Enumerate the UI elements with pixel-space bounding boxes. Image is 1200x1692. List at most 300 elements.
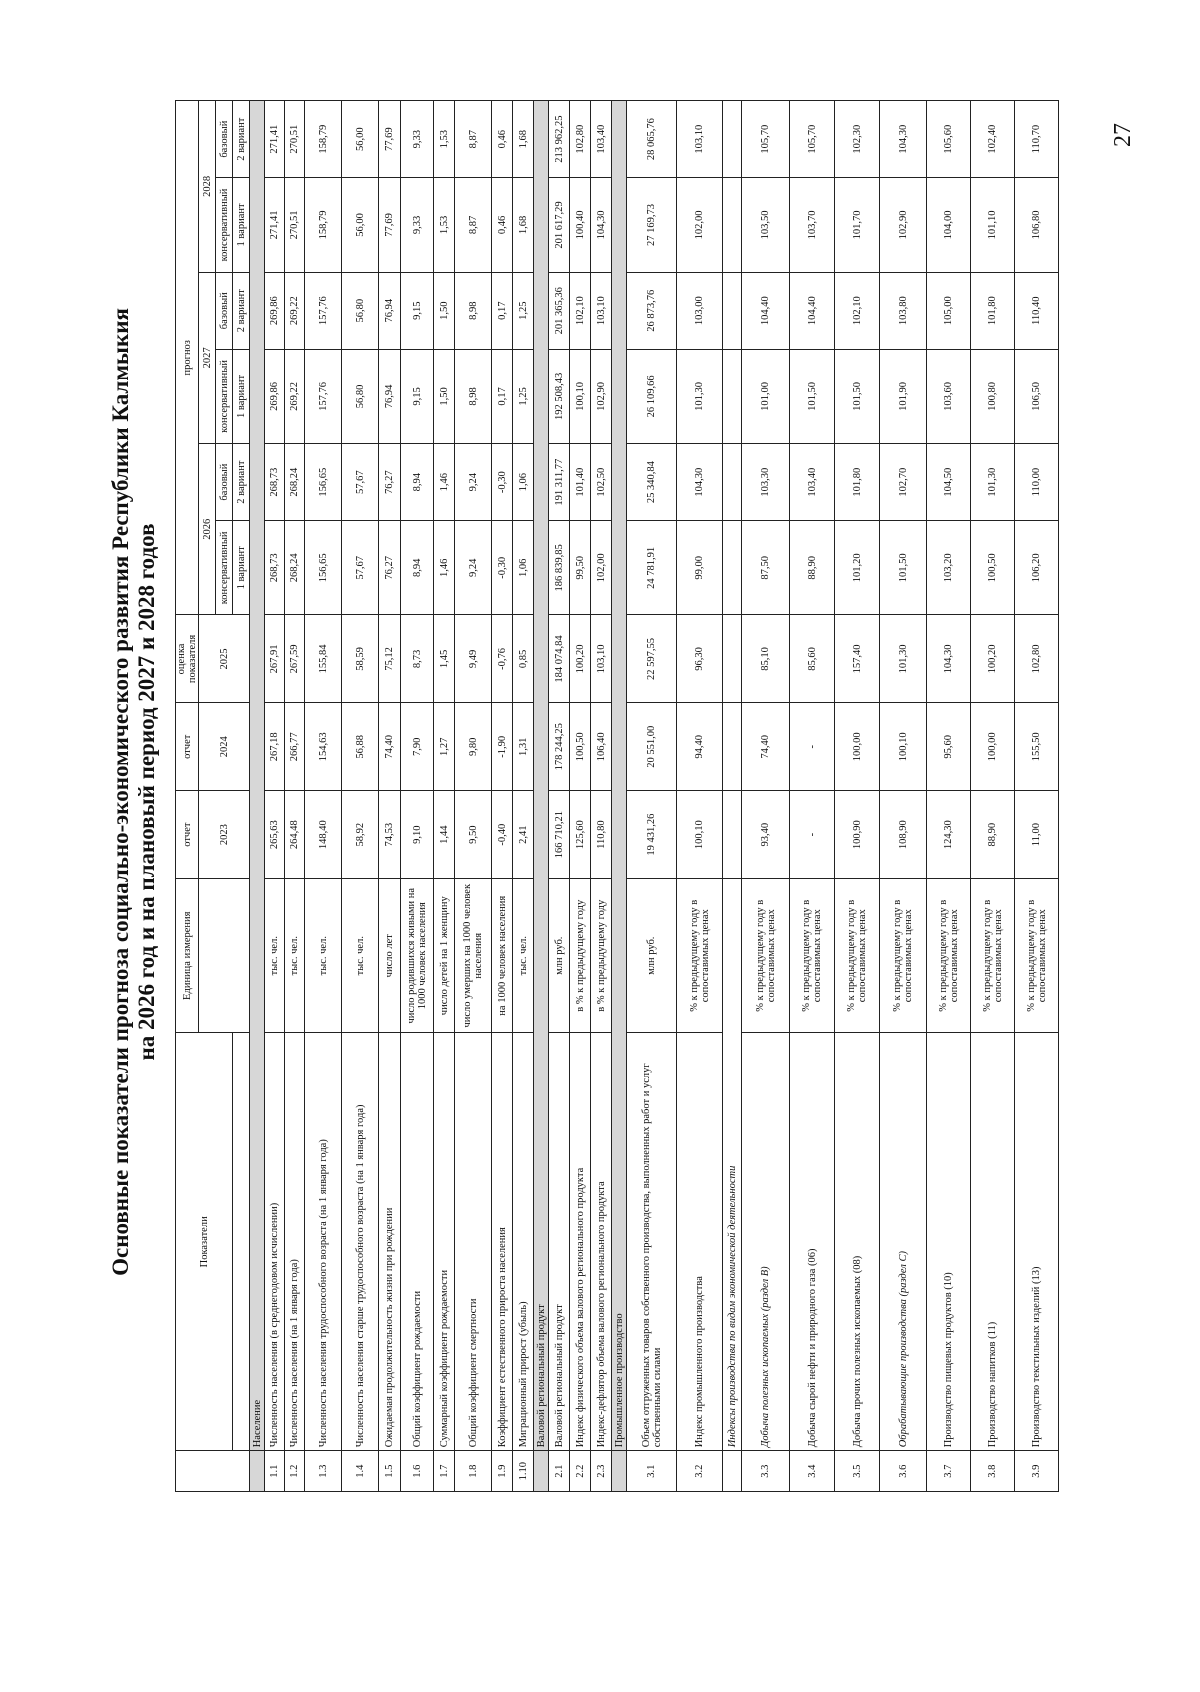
value-cell: 103,00 <box>677 272 723 349</box>
value-cell <box>723 272 742 349</box>
indicator-name: Численность населения (на 1 января года) <box>285 1033 305 1451</box>
table-row <box>305 101 342 1492</box>
value-cell: 1,45 <box>434 615 455 703</box>
value-cell: 58,59 <box>342 615 379 703</box>
value-cell: 102,70 <box>880 444 927 521</box>
header-report-2024: отчет <box>176 703 199 791</box>
value-cell: 56,80 <box>342 272 379 349</box>
value-cell: 57,67 <box>342 444 379 521</box>
header-unit: Единица измерения <box>176 879 199 1033</box>
header-2027-var2: 2 вариант <box>233 272 250 349</box>
table-row <box>570 101 591 1492</box>
row-number: 2.1 <box>549 1451 570 1492</box>
value-cell: 8,73 <box>401 615 434 703</box>
value-cell <box>723 444 742 521</box>
value-cell: 87,50 <box>742 521 790 615</box>
indicator-name: Коэффициент естественного прироста населения <box>492 1033 513 1451</box>
value-cell <box>723 178 742 272</box>
unit: % к предыдущему году в сопоставимых ценах <box>971 879 1015 1033</box>
value-cell: 102,80 <box>1015 615 1059 703</box>
header-2027-conservative: консервативный <box>216 349 233 443</box>
value-cell: 77,69 <box>379 101 401 178</box>
indicator-name: Ожидаемая продолжительность жизни при рождении <box>379 1033 401 1451</box>
value-cell: 101,70 <box>835 178 880 272</box>
value-cell: 105,70 <box>742 101 790 178</box>
table-row <box>591 101 612 1492</box>
indicator-name: Численность населения старше трудоспособного возраста (на 1 января года) <box>342 1033 379 1451</box>
table-row <box>549 101 570 1492</box>
value-cell: 267,18 <box>265 703 285 791</box>
value-cell: 1,50 <box>434 349 455 443</box>
indicator-name: Общий коэффициент рождаемости <box>401 1033 434 1451</box>
table-row <box>265 101 285 1492</box>
value-cell: -0,30 <box>492 444 513 521</box>
value-cell: 101,30 <box>677 349 723 443</box>
value-cell: 267,59 <box>285 615 305 703</box>
unit: млн руб. <box>627 879 677 1033</box>
value-cell: 269,22 <box>285 272 305 349</box>
value-cell: 1,27 <box>434 703 455 791</box>
value-cell: 9,50 <box>455 791 492 879</box>
value-cell: 74,40 <box>742 703 790 791</box>
header-forecast: прогноз <box>176 101 199 616</box>
value-cell: 101,90 <box>880 349 927 443</box>
indicator-name: Производство напитков (11) <box>971 1033 1015 1451</box>
value-cell: 100,50 <box>570 703 591 791</box>
indicator-name: Индекс физического объема валового регионального продукта <box>570 1033 591 1451</box>
value-cell: 124,30 <box>927 791 971 879</box>
value-cell: 11,00 <box>1015 791 1059 879</box>
row-number: 3.8 <box>971 1451 1015 1492</box>
forecast-table <box>175 100 1059 1492</box>
header-year-2028: 2028 <box>199 101 216 273</box>
value-cell: 100,50 <box>971 521 1015 615</box>
indicator-name: Миграционный прирост (убыль) <box>513 1033 534 1451</box>
row-number: 3.4 <box>790 1451 835 1492</box>
value-cell: 1,68 <box>513 178 534 272</box>
value-cell: 100,10 <box>570 349 591 443</box>
value-cell: 100,10 <box>677 791 723 879</box>
row-number: 1.3 <box>305 1451 342 1492</box>
value-cell: 101,80 <box>835 444 880 521</box>
indicator-name: Индекс промышленного производства <box>677 1033 723 1451</box>
value-cell <box>723 101 742 178</box>
section-row <box>534 101 549 1492</box>
value-cell: 266,77 <box>285 703 305 791</box>
row-number: 3.5 <box>835 1451 880 1492</box>
value-cell: 1,53 <box>434 178 455 272</box>
value-cell: 20 551,00 <box>627 703 677 791</box>
value-cell: 104,40 <box>790 272 835 349</box>
header-year-2027: 2027 <box>199 272 216 443</box>
value-cell: 76,94 <box>379 349 401 443</box>
header-2026-var1: 1 вариант <box>233 521 250 615</box>
value-cell: 9,10 <box>401 791 434 879</box>
value-cell: -0,76 <box>492 615 513 703</box>
value-cell: 100,20 <box>971 615 1015 703</box>
document-title <box>108 192 160 1392</box>
value-cell: 26 873,76 <box>627 272 677 349</box>
value-cell: 0,46 <box>492 178 513 272</box>
value-cell: 93,40 <box>742 791 790 879</box>
value-cell: 1,25 <box>513 272 534 349</box>
value-cell: 110,80 <box>591 791 612 879</box>
table-row <box>677 101 723 1492</box>
value-cell: 105,70 <box>790 101 835 178</box>
unit: % к предыдущему году в сопоставимых ценах <box>927 879 971 1033</box>
table-row <box>434 101 455 1492</box>
value-cell: 100,00 <box>835 703 880 791</box>
value-cell: 58,92 <box>342 791 379 879</box>
unit: в % к предыдущему году <box>570 879 591 1033</box>
header-2026-base: базовый <box>216 444 233 521</box>
value-cell: 157,76 <box>305 349 342 443</box>
value-cell: 99,50 <box>570 521 591 615</box>
value-cell: 201 617,29 <box>549 178 570 272</box>
header-2028-var1: 1 вариант <box>233 178 250 272</box>
value-cell: 102,00 <box>677 178 723 272</box>
value-cell: 1,50 <box>434 272 455 349</box>
table-row <box>971 101 1015 1492</box>
value-cell: 88,90 <box>971 791 1015 879</box>
value-cell: 56,00 <box>342 101 379 178</box>
value-cell: 108,90 <box>880 791 927 879</box>
row-number <box>723 1451 742 1492</box>
value-cell: 192 508,43 <box>549 349 570 443</box>
value-cell: 158,79 <box>305 178 342 272</box>
value-cell: 104,30 <box>880 101 927 178</box>
title-line-2: на 2026 год и на плановый период 2027 и 2028 годов <box>134 523 159 1061</box>
indicator-name: Общий коэффициент смертности <box>455 1033 492 1451</box>
unit: % к предыдущему году в сопоставимых ценах <box>790 879 835 1033</box>
value-cell: 85,60 <box>790 615 835 703</box>
value-cell: - <box>790 703 835 791</box>
value-cell: 9,80 <box>455 703 492 791</box>
value-cell: 85,10 <box>742 615 790 703</box>
unit: тыс. чел. <box>265 879 285 1033</box>
unit: % к предыдущему году в сопоставимых ценах <box>677 879 723 1033</box>
value-cell: 1,06 <box>513 444 534 521</box>
page-number: 27 <box>1110 123 1136 147</box>
row-number: 3.6 <box>880 1451 927 1492</box>
value-cell: 74,53 <box>379 791 401 879</box>
section-title: Валовой региональный продукт <box>534 101 549 1451</box>
value-cell <box>723 349 742 443</box>
value-cell: 268,24 <box>285 444 305 521</box>
value-cell: 57,67 <box>342 521 379 615</box>
title-line-1: Основные показатели прогноза социально-экономического развития Республики Калмыкия <box>108 308 133 1276</box>
value-cell: 0,85 <box>513 615 534 703</box>
value-cell: 9,49 <box>455 615 492 703</box>
value-cell: 1,68 <box>513 101 534 178</box>
value-cell: 100,80 <box>971 349 1015 443</box>
value-cell: 191 311,77 <box>549 444 570 521</box>
unit: % к предыдущему году в сопоставимых ценах <box>1015 879 1059 1033</box>
value-cell: 101,80 <box>971 272 1015 349</box>
value-cell: 76,27 <box>379 521 401 615</box>
row-number: 1.7 <box>434 1451 455 1492</box>
value-cell: 28 065,76 <box>627 101 677 178</box>
value-cell: 8,87 <box>455 178 492 272</box>
row-number: 1.8 <box>455 1451 492 1492</box>
value-cell: 102,90 <box>880 178 927 272</box>
value-cell: 1,31 <box>513 703 534 791</box>
unit: млн руб. <box>549 879 570 1033</box>
value-cell: 74,40 <box>379 703 401 791</box>
unit: тыс. чел. <box>305 879 342 1033</box>
header-2028-conservative: консервативный <box>216 178 233 272</box>
value-cell: 269,86 <box>265 272 285 349</box>
value-cell <box>723 791 742 879</box>
unit: % к предыдущему году в сопоставимых ценах <box>742 879 790 1033</box>
indicator-name: Индексы производства по видам экономической деятельности <box>723 879 742 1451</box>
value-cell: 0,46 <box>492 101 513 178</box>
unit: тыс. чел. <box>513 879 534 1033</box>
row-number: 3.9 <box>1015 1451 1059 1492</box>
value-cell: 100,10 <box>880 703 927 791</box>
table-row <box>455 101 492 1492</box>
value-cell: 100,20 <box>570 615 591 703</box>
value-cell <box>723 615 742 703</box>
value-cell: 102,80 <box>570 101 591 178</box>
indicator-name: Добыча сырой нефти и природного газа (06) <box>790 1033 835 1451</box>
value-cell: 76,27 <box>379 444 401 521</box>
section-title: Население <box>250 101 265 1451</box>
value-cell: 101,50 <box>880 521 927 615</box>
header-2028-var2: 2 вариант <box>233 101 250 178</box>
value-cell: 8,94 <box>401 521 434 615</box>
value-cell: 2,41 <box>513 791 534 879</box>
value-cell: -0,40 <box>492 791 513 879</box>
value-cell: 105,00 <box>927 272 971 349</box>
value-cell: 103,10 <box>591 615 612 703</box>
value-cell: 265,63 <box>265 791 285 879</box>
value-cell: 184 074,84 <box>549 615 570 703</box>
value-cell: 25 340,84 <box>627 444 677 521</box>
value-cell: 106,20 <box>1015 521 1059 615</box>
header-2028-base: базовый <box>216 101 233 178</box>
table-row <box>379 101 401 1492</box>
value-cell: 103,40 <box>790 444 835 521</box>
value-cell: 56,80 <box>342 349 379 443</box>
value-cell: 19 431,26 <box>627 791 677 879</box>
value-cell: 106,80 <box>1015 178 1059 272</box>
row-number: 3.2 <box>677 1451 723 1492</box>
indicator-name: Производство пищевых продуктов (10) <box>927 1033 971 1451</box>
table-row <box>880 101 927 1492</box>
header-2027-base: базовый <box>216 272 233 349</box>
indicator-name: Индекс-дефлятор объема валового регионального продукта <box>591 1033 612 1451</box>
row-number: 1.9 <box>492 1451 513 1492</box>
value-cell: 186 839,85 <box>549 521 570 615</box>
value-cell: 157,40 <box>835 615 880 703</box>
value-cell: 104,00 <box>927 178 971 272</box>
table-row <box>723 101 742 1492</box>
unit: % к предыдущему году в сопоставимых ценах <box>880 879 927 1033</box>
table-row <box>401 101 434 1492</box>
value-cell: 178 244,25 <box>549 703 570 791</box>
value-cell: -1,90 <box>492 703 513 791</box>
value-cell: 106,40 <box>591 703 612 791</box>
indicator-name: Численность населения трудоспособного возраста (на 1 января года) <box>305 1033 342 1451</box>
unit: % к предыдущему году в сопоставимых ценах <box>835 879 880 1033</box>
value-cell: 1,25 <box>513 349 534 443</box>
value-cell: 110,00 <box>1015 444 1059 521</box>
value-cell: 264,48 <box>285 791 305 879</box>
value-cell: 101,30 <box>880 615 927 703</box>
value-cell: 103,50 <box>742 178 790 272</box>
value-cell: 105,60 <box>927 101 971 178</box>
value-cell: 158,79 <box>305 101 342 178</box>
value-cell: 103,20 <box>927 521 971 615</box>
value-cell: 95,60 <box>927 703 971 791</box>
unit: число родившихся живыми на 1000 человек населения <box>401 879 434 1033</box>
value-cell: 94,40 <box>677 703 723 791</box>
row-number: 1.10 <box>513 1451 534 1492</box>
value-cell: 101,00 <box>742 349 790 443</box>
indicator-name: Добыча полезных ископаемых (раздел B) <box>742 1033 790 1451</box>
value-cell: 103,10 <box>591 272 612 349</box>
table-row <box>342 101 379 1492</box>
value-cell: 156,65 <box>305 444 342 521</box>
row-number: 1.4 <box>342 1451 379 1492</box>
value-cell: 125,60 <box>570 791 591 879</box>
table-row <box>492 101 513 1492</box>
unit: на 1000 человек населения <box>492 879 513 1033</box>
header-year-2025: 2025 <box>199 615 250 703</box>
unit: число детей на 1 женщину <box>434 879 455 1033</box>
value-cell: 106,50 <box>1015 349 1059 443</box>
value-cell: 101,50 <box>835 349 880 443</box>
value-cell: 269,22 <box>285 349 305 443</box>
value-cell: 268,73 <box>265 521 285 615</box>
value-cell: 1,06 <box>513 521 534 615</box>
header-year-2026: 2026 <box>199 444 216 615</box>
table-row <box>835 101 880 1492</box>
value-cell: 103,10 <box>677 101 723 178</box>
value-cell: 8,87 <box>455 101 492 178</box>
row-number: 2.3 <box>591 1451 612 1492</box>
value-cell: 9,15 <box>401 272 434 349</box>
table-row <box>1015 101 1059 1492</box>
value-cell: 148,40 <box>305 791 342 879</box>
value-cell: 201 365,36 <box>549 272 570 349</box>
value-cell: 7,90 <box>401 703 434 791</box>
row-number: 3.7 <box>927 1451 971 1492</box>
header-estimate: оценка показателя <box>176 615 199 703</box>
value-cell: 100,90 <box>835 791 880 879</box>
section-row <box>250 101 265 1492</box>
value-cell: 213 962,25 <box>549 101 570 178</box>
row-number: 2.2 <box>570 1451 591 1492</box>
value-cell: 102,10 <box>835 272 880 349</box>
indicator-name: Обрабатывающие производства (раздел C) <box>880 1033 927 1451</box>
value-cell: 104,30 <box>677 444 723 521</box>
value-cell: 0,17 <box>492 349 513 443</box>
value-cell: 102,40 <box>971 101 1015 178</box>
value-cell: 9,15 <box>401 349 434 443</box>
value-cell: 1,46 <box>434 444 455 521</box>
indicator-name: Объем отгруженных товаров собственного производства, выполненных работ и услуг собственными силами <box>627 1033 677 1451</box>
value-cell: 26 109,66 <box>627 349 677 443</box>
value-cell: 8,94 <box>401 444 434 521</box>
value-cell: 110,40 <box>1015 272 1059 349</box>
value-cell: 104,40 <box>742 272 790 349</box>
value-cell: 270,51 <box>285 101 305 178</box>
value-cell: 101,30 <box>971 444 1015 521</box>
row-number: 3.1 <box>627 1451 677 1492</box>
value-cell: 267,91 <box>265 615 285 703</box>
value-cell: 96,30 <box>677 615 723 703</box>
table-row <box>927 101 971 1492</box>
table-row <box>285 101 305 1492</box>
header-year-2024: 2024 <box>199 703 250 791</box>
section-title: Промышленное производство <box>612 101 627 1451</box>
value-cell: 103,80 <box>880 272 927 349</box>
value-cell: 271,41 <box>265 178 285 272</box>
value-cell: - <box>790 791 835 879</box>
value-cell: 268,24 <box>285 521 305 615</box>
value-cell: 155,84 <box>305 615 342 703</box>
value-cell: 268,73 <box>265 444 285 521</box>
header-indicators: Показатели <box>176 1033 233 1451</box>
value-cell: 157,76 <box>305 272 342 349</box>
value-cell: 101,40 <box>570 444 591 521</box>
value-cell: 88,90 <box>790 521 835 615</box>
value-cell: 271,41 <box>265 101 285 178</box>
value-cell: 24 781,91 <box>627 521 677 615</box>
value-cell: 103,30 <box>742 444 790 521</box>
section-row <box>612 101 627 1492</box>
value-cell: 56,00 <box>342 178 379 272</box>
value-cell: 100,00 <box>971 703 1015 791</box>
value-cell: 102,00 <box>591 521 612 615</box>
table-header <box>176 101 250 1492</box>
table-row <box>627 101 677 1492</box>
value-cell: 100,40 <box>570 178 591 272</box>
table-row <box>790 101 835 1492</box>
unit: тыс. чел. <box>342 879 379 1033</box>
value-cell: 9,33 <box>401 101 434 178</box>
value-cell: 101,20 <box>835 521 880 615</box>
value-cell: 77,69 <box>379 178 401 272</box>
indicator-name: Добыча прочих полезных ископаемых (08) <box>835 1033 880 1451</box>
value-cell: 166 710,21 <box>549 791 570 879</box>
row-number: 1.5 <box>379 1451 401 1492</box>
header-2026-var2: 2 вариант <box>233 444 250 521</box>
value-cell: 0,17 <box>492 272 513 349</box>
unit: число лет <box>379 879 401 1033</box>
value-cell: 1,44 <box>434 791 455 879</box>
value-cell: 27 169,73 <box>627 178 677 272</box>
indicator-name: Суммарный коэффициент рождаемости <box>434 1033 455 1451</box>
indicator-name: Численность населения (в среднегодовом исчислении) <box>265 1033 285 1451</box>
value-cell: 104,50 <box>927 444 971 521</box>
value-cell: 8,98 <box>455 349 492 443</box>
header-report-2023: отчет <box>176 791 199 879</box>
value-cell: 102,30 <box>835 101 880 178</box>
value-cell: 102,90 <box>591 349 612 443</box>
row-number: 1.6 <box>401 1451 434 1492</box>
value-cell: -0,30 <box>492 521 513 615</box>
value-cell <box>723 521 742 615</box>
unit: в % к предыдущему году <box>591 879 612 1033</box>
row-number: 1.1 <box>265 1451 285 1492</box>
header-2027-var1: 1 вариант <box>233 349 250 443</box>
value-cell: 9,24 <box>455 521 492 615</box>
value-cell: 103,40 <box>591 101 612 178</box>
value-cell: 22 597,55 <box>627 615 677 703</box>
